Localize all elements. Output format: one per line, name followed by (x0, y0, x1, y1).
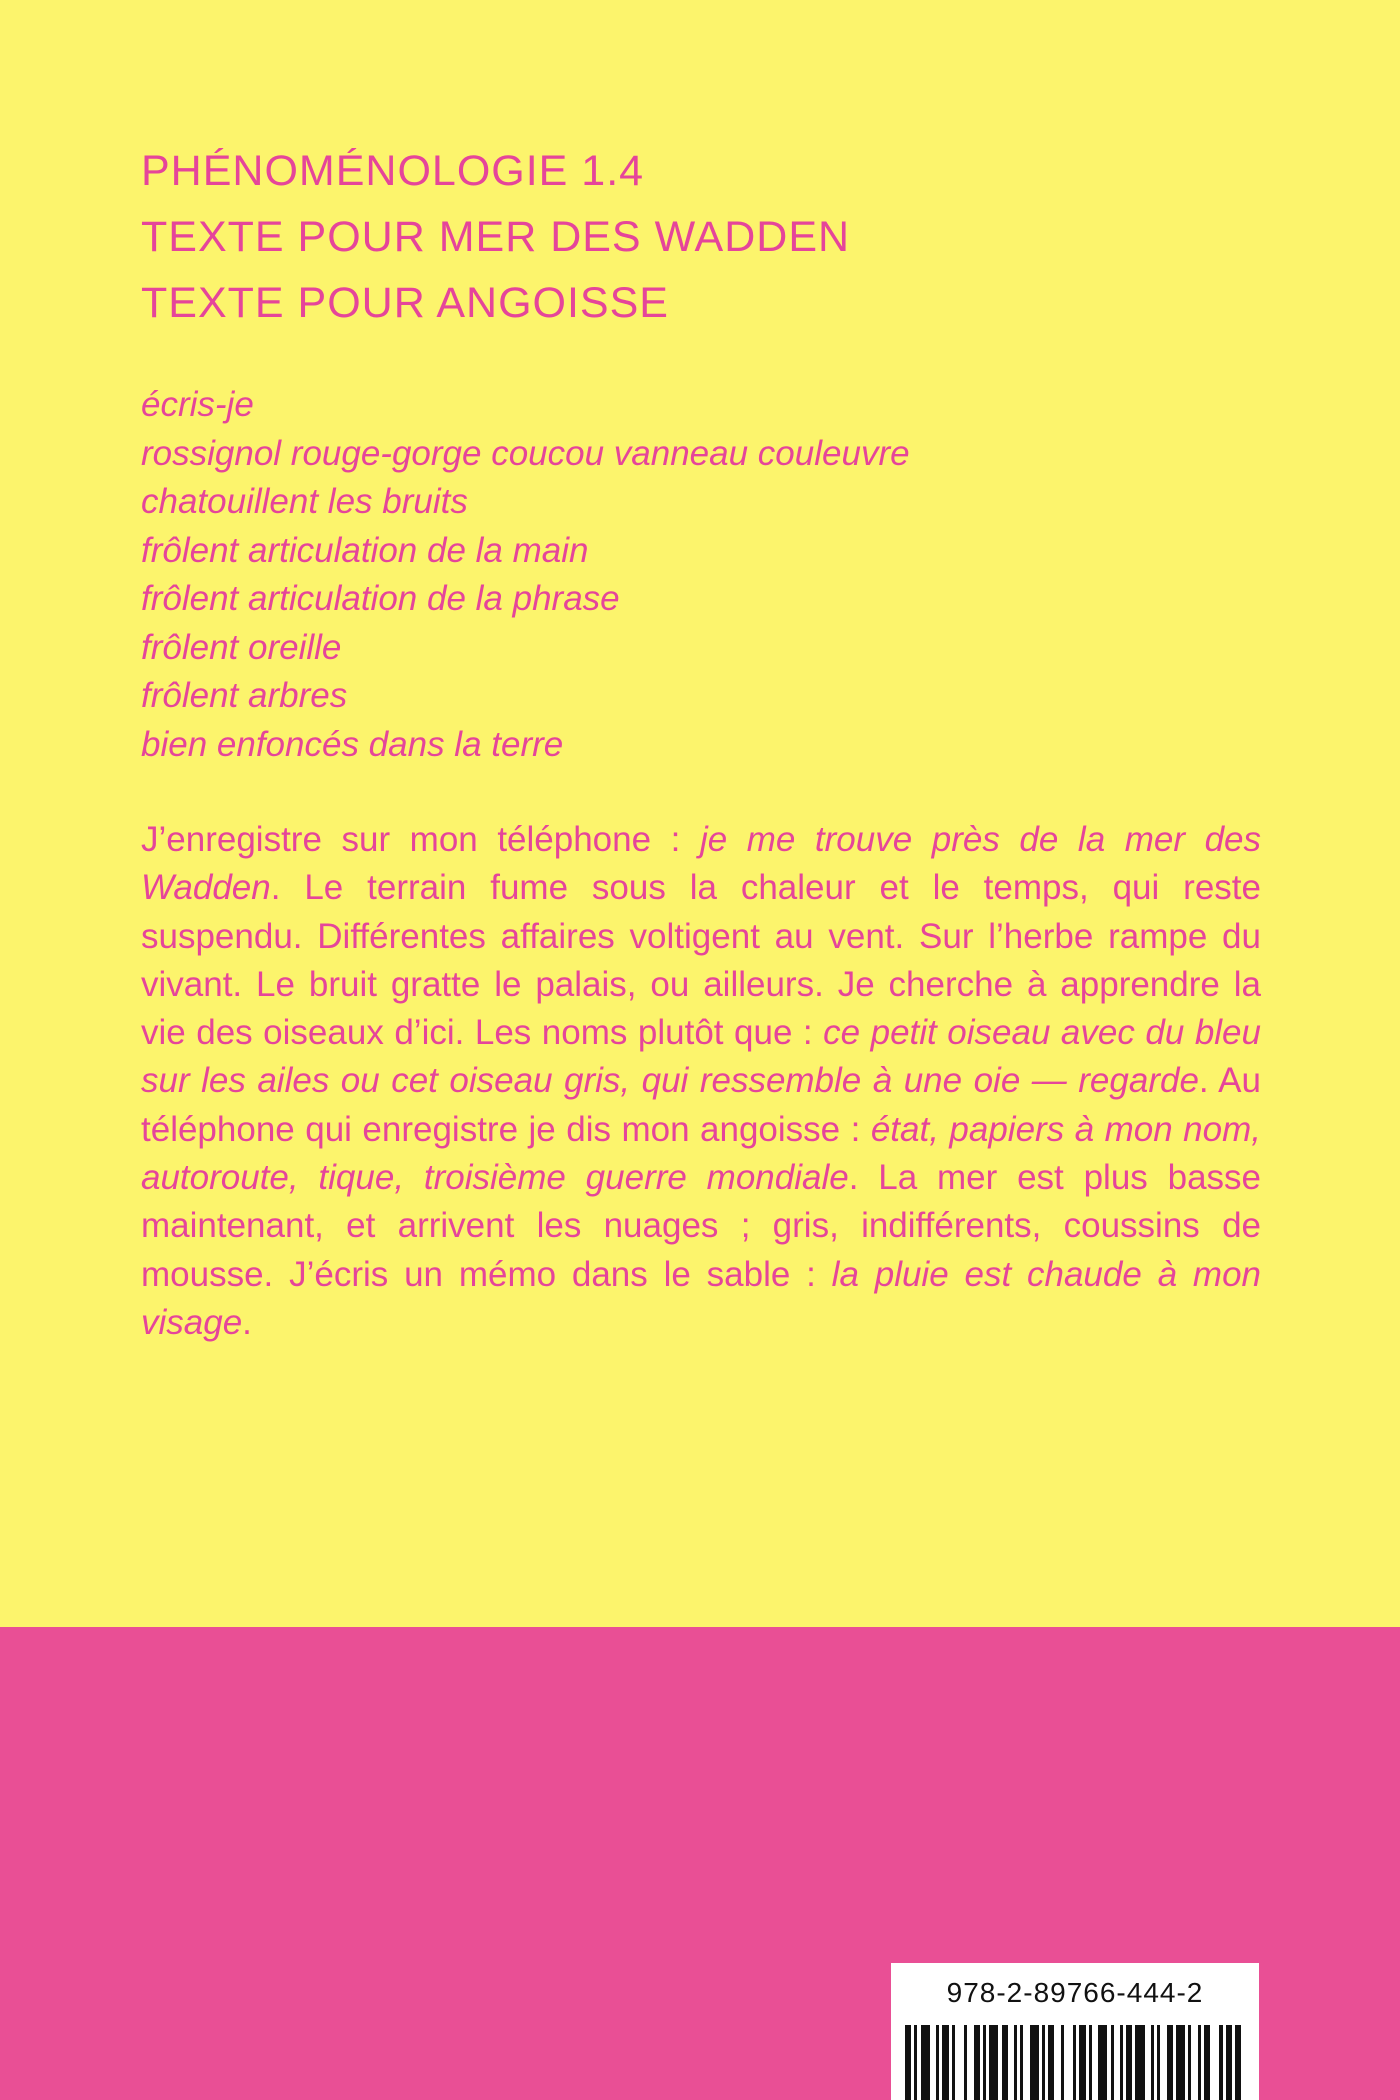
isbn-number: 978-2-89766-444-2 (946, 1977, 1204, 2008)
barcode-bar (1210, 2025, 1219, 2100)
barcode-bar (1135, 2025, 1144, 2100)
poem-line: frôlent oreille (141, 627, 342, 667)
prose-text: . (242, 1302, 252, 1342)
poem-line: rossignol rouge-gorge coucou vanneau couleuvre (141, 433, 910, 473)
prose-text: J’enregistre sur mon téléphone : (141, 820, 700, 859)
poem-line: frôlent articulation de la main (141, 530, 589, 570)
barcode-bar (1241, 2025, 1244, 2100)
title-line: PHÉNOMÉNOLOGIE 1.4 (141, 147, 645, 195)
barcode-label (891, 1963, 1259, 2100)
prose-italic-text: la pluie est chaude à mon visage (141, 1254, 1261, 1342)
poem-line: bien enfoncés dans la terre (141, 724, 564, 764)
prose-text: . La mer est plus basse maintenant, et arrivent les nuages ; gris, indifférents, coussins de mousse. J’écris un mémo dans le sable : (141, 1158, 1262, 1294)
prose-paragraph (141, 816, 1261, 1347)
poem-line: écris-je (141, 385, 254, 424)
prose-text: . Le terrain fume sous la chaleur et le temps, qui reste suspendu. Différentes affaires voltigent au vent. Sur l’herbe rampe du vivant. Le bruit gratte le palais, ou ailleurs. Je cherche à apprendre la vie des oiseaux d’ici. Les noms plutôt que : (141, 868, 1261, 1053)
barcode-bar (989, 2025, 998, 2100)
barcode-icon (905, 2025, 1245, 2100)
barcode-bar (1098, 2025, 1107, 2100)
title-block (141, 138, 850, 336)
poem-line: frôlent arbres (141, 676, 348, 715)
barcode-bar (1030, 2025, 1039, 2100)
prose-text: . Au téléphone qui enregistre je dis mon angoisse : (141, 1061, 1261, 1149)
poem-line: chatouillent les bruits (141, 482, 468, 521)
poem-line: frôlent articulation de la phrase (141, 579, 620, 618)
barcode-bar (921, 2025, 930, 2100)
barcode-bar (1064, 2025, 1073, 2100)
poem-block (141, 381, 910, 769)
prose-italic-text: je me trouve près de la mer des Wadden (141, 820, 1261, 908)
title-line: TEXTE POUR MER DES WADDEN (141, 213, 851, 261)
title-line: TEXTE POUR ANGOISSE (141, 279, 669, 327)
prose-italic-text: état, papiers à mon nom, autoroute, tique, troisième guerre mondiale (141, 1109, 1261, 1198)
barcode-bar (1176, 2025, 1185, 2100)
prose-italic-text: ce petit oiseau avec du bleu sur les ailes ou cet oiseau gris, qui ressemble à une oie — regarde (141, 1013, 1261, 1101)
barcode-bar (955, 2025, 964, 2100)
